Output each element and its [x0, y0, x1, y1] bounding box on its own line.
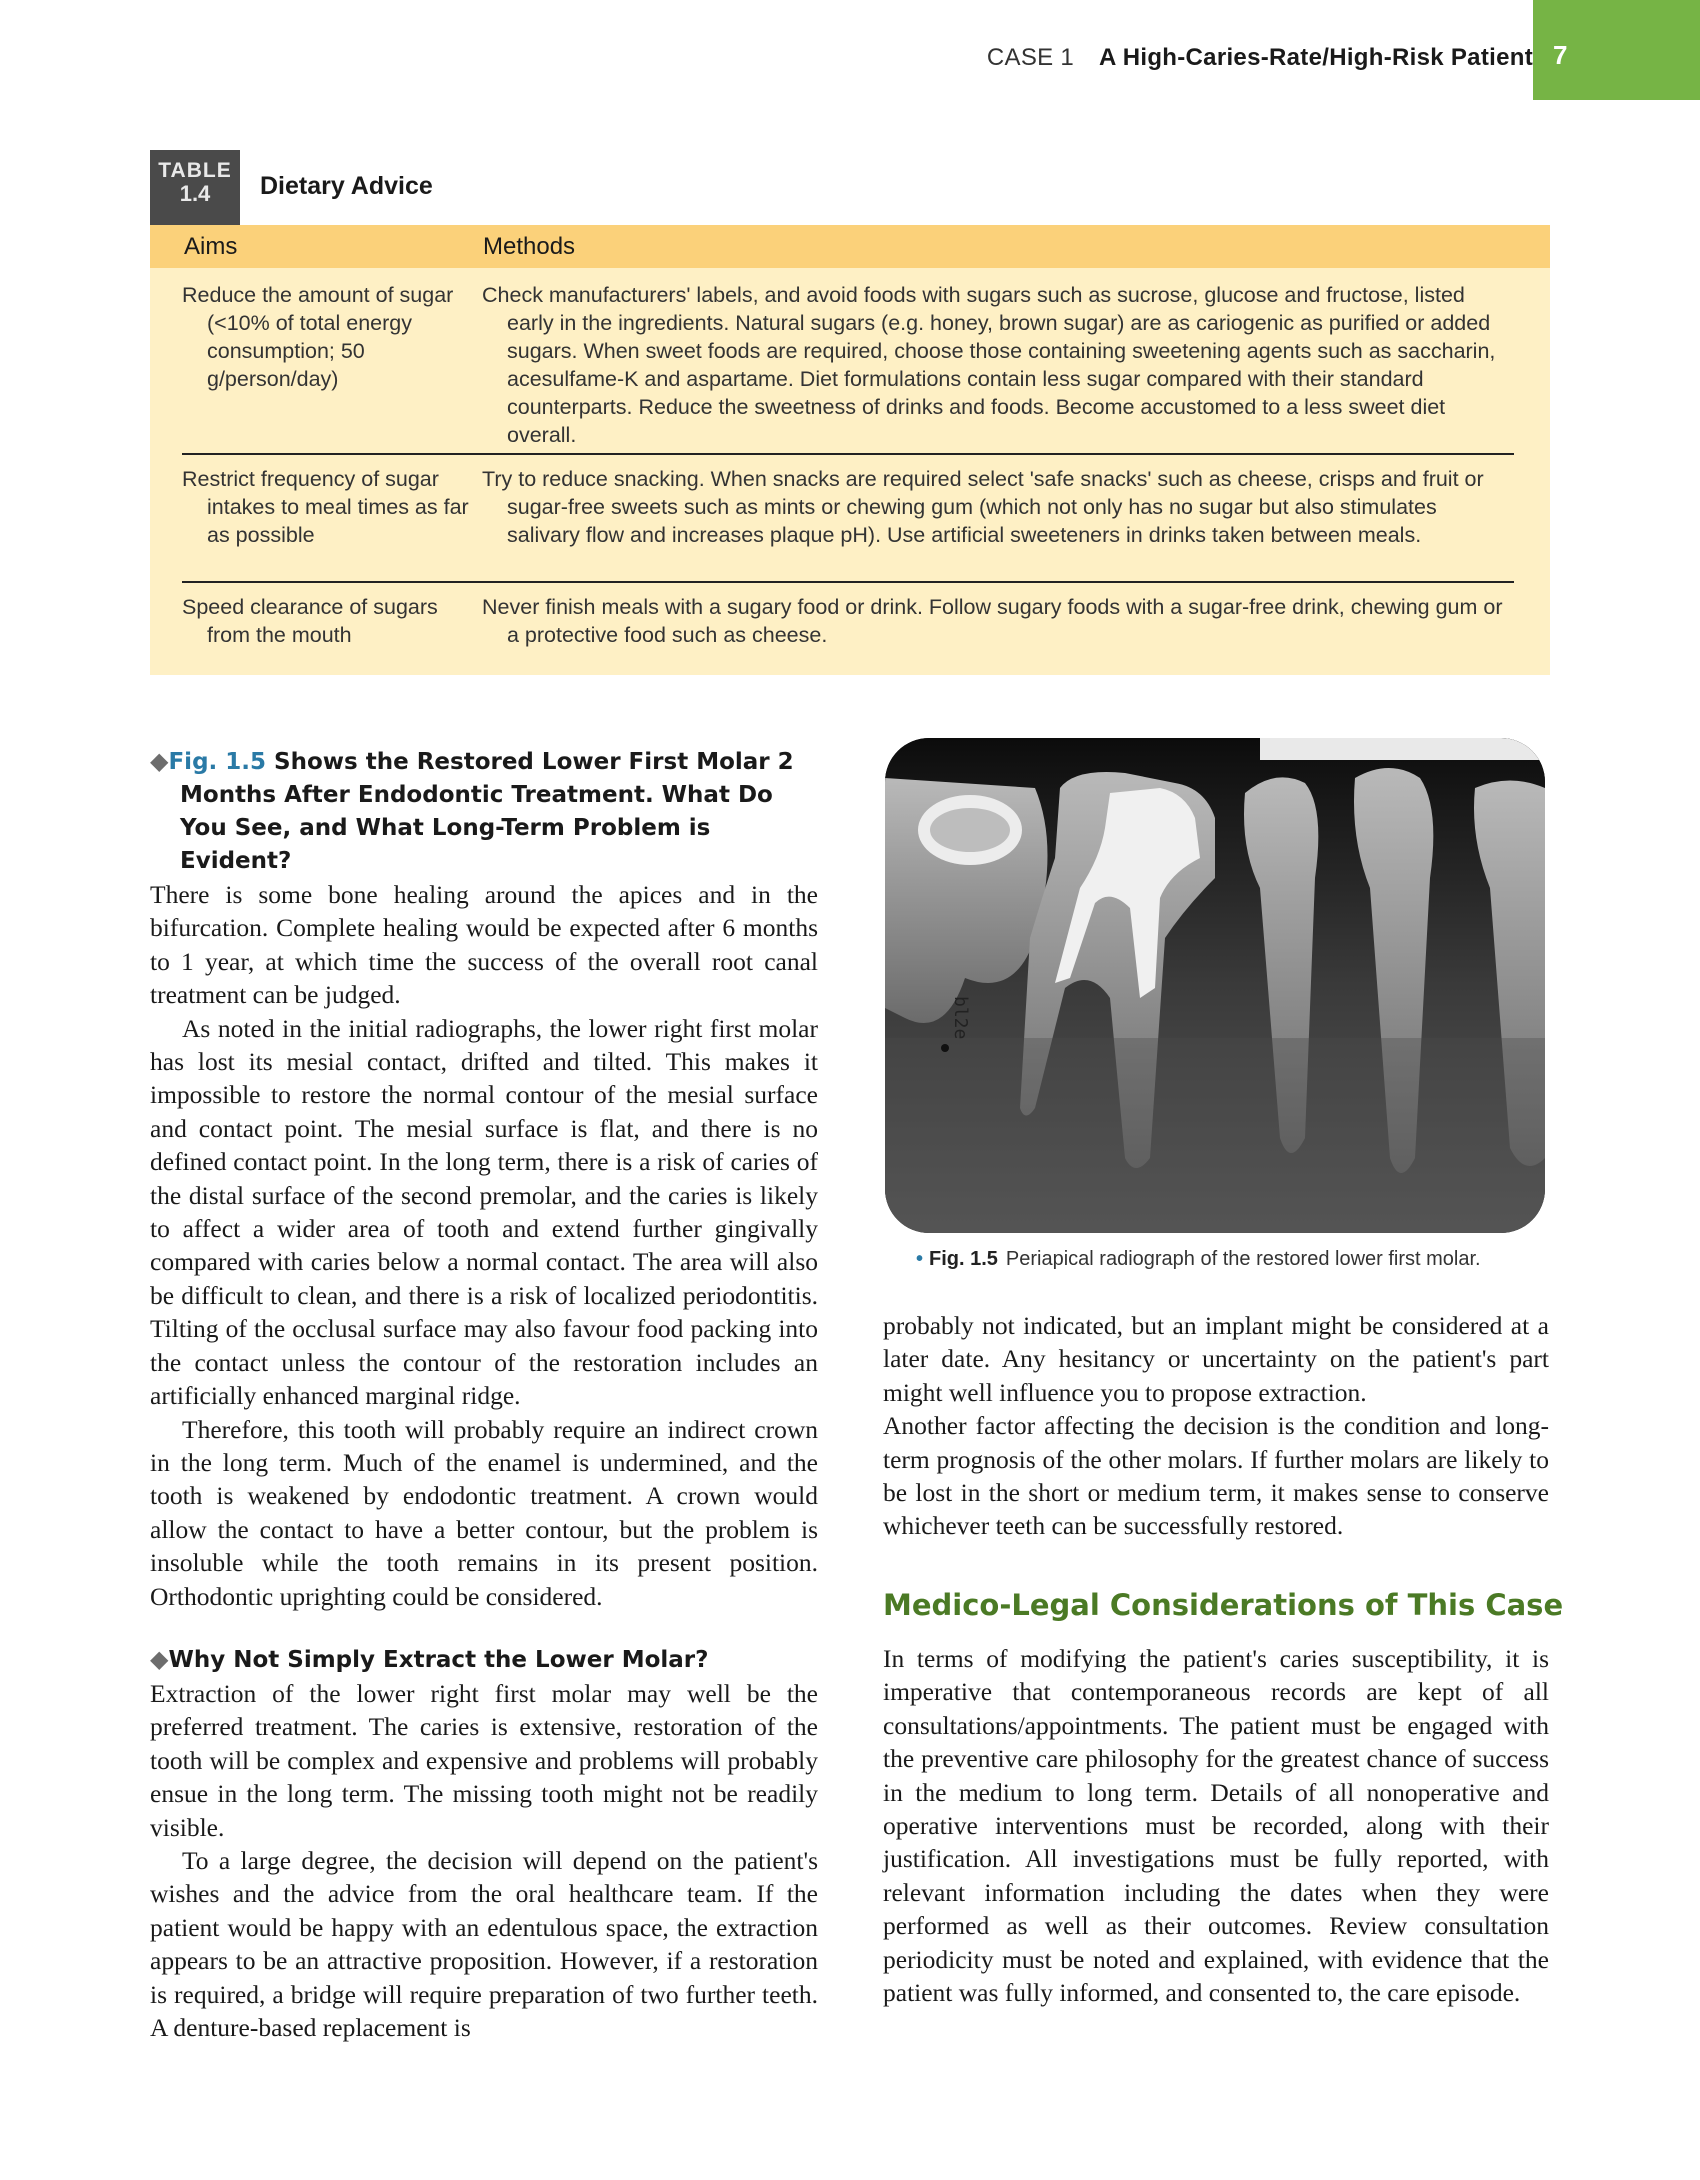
table-header-row [150, 225, 1550, 268]
left-column [150, 745, 818, 2044]
right-column-bottom [883, 1642, 1549, 2009]
dietary-advice-table [150, 225, 1550, 675]
right-column-top [883, 1309, 1549, 1543]
table-title: Dietary Advice [260, 172, 433, 200]
row-method: Check manufacturers' labels, and avoid foods with sugars such as sucrose, glucose and fructose, listed early in the ingredients. Natural sugars (e.g. honey, brown sugar) are as cariogenic as purified or added sugars. When sweet foods are required, choose those containing sweetening agents such as saccharin, acesulfame-K and aspartame. Diet formulations contain less sugar compared with their standard counterparts. Reduce the sweetness of drinks and foods. Become accustomed to a less sweet diet overall. [482, 283, 1496, 447]
header-aims: Aims [184, 233, 238, 260]
radiograph-image [885, 738, 1545, 1233]
radiograph-illustration [885, 738, 1545, 1233]
paragraph: Therefore, this tooth will probably require an indirect crown in the long term. Much of the enamel is undermined, and the tooth is weakened by endodontic treatment. A crown would allow the contact to have a better contour, but the problem is insoluble while the tooth remains in its present position. Orthodontic uprighting could be considered. [150, 1414, 818, 1611]
paragraph: probably not indicated, but an implant might be considered at a later date. Any hesitancy or uncertainty on the patient's part might well influence you to propose extraction. [883, 1311, 1549, 1407]
paragraph: Another factor affecting the decision is the condition and long-term prognosis of the other molars. If further molars are likely to be lost in the short or medium term, it makes sense to conserve whichever teeth can be successfully restored. [883, 1411, 1549, 1541]
header-methods: Methods [483, 233, 576, 260]
paragraph: Extraction of the lower right first molar may well be the preferred treatment. The caries is extensive, restoration of the tooth will be complex and expensive and problems will probably ensue in the long term. The missing tooth might not be readily visible. [150, 1678, 818, 1842]
question-text: Why Not Simply Extract the Lower Molar? [168, 1646, 709, 1673]
section-title: Medico-Legal Considerations of This Case [883, 1588, 1564, 1622]
paragraph: There is some bone healing around the apices and in the bifurcation. Complete healing would be expected after 6 months to 1 year, at which time the success of the overall root canal treatment can be judged. [150, 880, 818, 1010]
table-number-box [150, 150, 240, 225]
row-method: Try to reduce snacking. When snacks are required select 'safe snacks' such as cheese, crisps and fruit or sugar-free sweets such as mints or chewing gum (which not only has no sugar but also stimulates salivary flow and increases plaque pH). Use artificial sweeteners in drinks taken between meals. [482, 467, 1484, 547]
figure-caption [916, 1248, 1481, 1271]
row-aim: Restrict frequency of sugar intakes to meal times as far as possible [182, 467, 469, 547]
figure-label: Fig. 1.5 [929, 1248, 998, 1270]
figure-link[interactable]: Fig. 1.5 [168, 749, 267, 775]
diamond-bullet-icon: ◆ [150, 747, 169, 775]
row-method: Never finish meals with a sugary food or drink. Follow sugary foods with a sugar-free drink, chewing gum or a protective food such as cheese. [482, 595, 1503, 647]
caption-text: Periapical radiograph of the restored lower first molar. [1005, 1248, 1481, 1270]
question-heading-2 [150, 1643, 818, 1677]
row-divider [182, 453, 1514, 455]
row-divider [182, 581, 1514, 583]
diamond-bullet-icon: ◆ [150, 1644, 169, 1673]
table-number: 1.4 [179, 181, 211, 207]
row-aim: Speed clearance of sugars from the mouth [182, 595, 438, 647]
paragraph: In terms of modifying the patient's caries susceptibility, it is imperative that contemporaneous records are kept of all consultations/appointments. The patient must be engaged with the preventive care philosophy for the greatest chance of success in the medium to long term. Details of all nonoperative and operative interventions must be recorded, along with their justification. All investigations must be fully reported, with relevant information including the dates when they were performed as well as their outcomes. Review consultation periodicity must be noted and explained, with evidence that the patient was fully informed, and consented to, the care episode. [883, 1644, 1549, 2008]
table-label: TABLE [158, 159, 232, 182]
question-text: Shows the Restored Lower First Molar 2 Months After Endodontic Treatment. What Do You See, and What Long-Term Problem is Evident? [180, 749, 794, 874]
running-header [987, 44, 1533, 72]
chapter-title: A High-Caries-Rate/High-Risk Patient [1099, 44, 1533, 71]
case-label: CASE 1 [986, 44, 1075, 71]
bullet-icon: • [916, 1248, 924, 1270]
paragraph: As noted in the initial radiographs, the lower right first molar has lost its mesial contact, drifted and tilted. This makes it impossible to restore the normal contour of the mesial surface and contact point. The mesial surface is flat, and there is no defined contact point. In the long term, there is a risk of caries of the distal surface of the second premolar, and the caries is likely to affect a wider area of tooth and extend further gingivally compared with caries below a normal contact. The area will also be difficult to clean, and there is a risk of localized periodontitis. Tilting of the occlusal surface may also favour food packing into the contact unless the contour of the restoration includes an artificially enhanced marginal ridge. [150, 1013, 818, 1411]
film-mark: bl2e [950, 996, 971, 1040]
row-aim: Reduce the amount of sugar (<10% of total energy consumption; 50 g/person/day) [182, 283, 454, 391]
page-number-tab [1533, 0, 1700, 100]
paragraph: To a large degree, the decision will depend on the patient's wishes and the advice from the oral healthcare team. If the patient would be happy with an edentulous space, the extraction appears to be an attractive proposition. However, if a restoration is required, a bridge will require preparation of two further teeth. A denture-based replacement is [150, 1845, 818, 2042]
page-number: 7 [1553, 40, 1568, 70]
question-heading-1 [150, 745, 818, 878]
